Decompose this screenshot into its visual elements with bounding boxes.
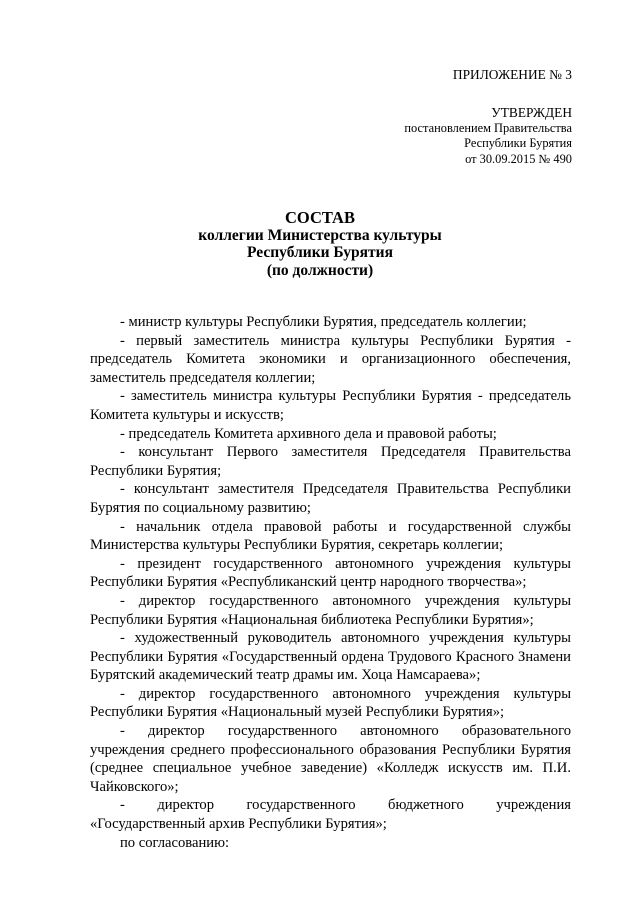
list-item: - заместитель министра культуры Республики Бурятия - председатель Комитета культуры и искусств; — [90, 388, 571, 423]
list-item: - начальник отдела правовой работы и государственной службы Министерства культуры Республики Бурятия, секретарь коллегии; — [90, 518, 571, 554]
list-item: по согласованию: — [120, 834, 230, 851]
title-line-4: (по должности) — [266, 261, 374, 279]
list-item: - художественный руководитель автономного учреждения культуры Республики Бурятия «Государственный ордена Трудового Красного Знамени Бурятский академический театр драмы им. Хоца Намсараева»; — [90, 630, 571, 684]
list-item: - директор государственного автономного учреждения культуры Республики Бурятия «Национальный музей Республики Бурятия»; — [90, 685, 571, 721]
list-item: - директор государственного бюджетного учреждения «Государственный архив Республики Бурятия»; — [90, 797, 571, 833]
list-item: - консультант Первого заместителя Председателя Правительства Республики Бурятия; — [90, 444, 571, 479]
appendix-number: ПРИЛОЖЕНИЕ № 3 — [452, 67, 572, 82]
title-line-3: Республики Бурятия — [247, 244, 393, 261]
list-item: - председатель Комитета архивного дела и правовой работы; — [120, 425, 497, 442]
region-label: Республики Бурятия — [464, 136, 572, 150]
members-list — [90, 313, 571, 852]
list-item: - министр культуры Республики Бурятия, председатель коллегии; — [120, 314, 527, 330]
document-title — [0, 209, 640, 279]
approved-label: УТВЕРЖДЕН — [491, 105, 572, 120]
title-line-1: СОСТАВ — [285, 208, 355, 227]
resolution-label: постановлением Правительства — [404, 120, 572, 135]
date-number: от 30.09.2015 № 490 — [465, 151, 572, 166]
list-item: - первый заместитель министра культуры Республики Бурятия - председатель Комитета экономики и организационного обеспечения, заместитель председателя коллегии; — [90, 332, 571, 386]
list-item: - директор государственного автономного образовательного учреждения среднего профессионального образования Республики Бурятия (среднее специальное учебное заведение) «Колледж искусств им. П.И. Чайковского»; — [90, 723, 571, 795]
approval-block — [404, 105, 572, 167]
list-item: - президент государственного автономного учреждения культуры Республики Бурятия «Республиканский центр народного творчества»; — [90, 555, 571, 591]
title-line-2: коллегии Министерства культуры — [198, 226, 442, 244]
list-item: - директор государственного автономного учреждения культуры Республики Бурятия «Национальная библиотека Республики Бурятия»; — [90, 592, 571, 628]
list-item: - консультант заместителя Председателя Правительства Республики Бурятия по социальному развитию; — [90, 481, 571, 516]
